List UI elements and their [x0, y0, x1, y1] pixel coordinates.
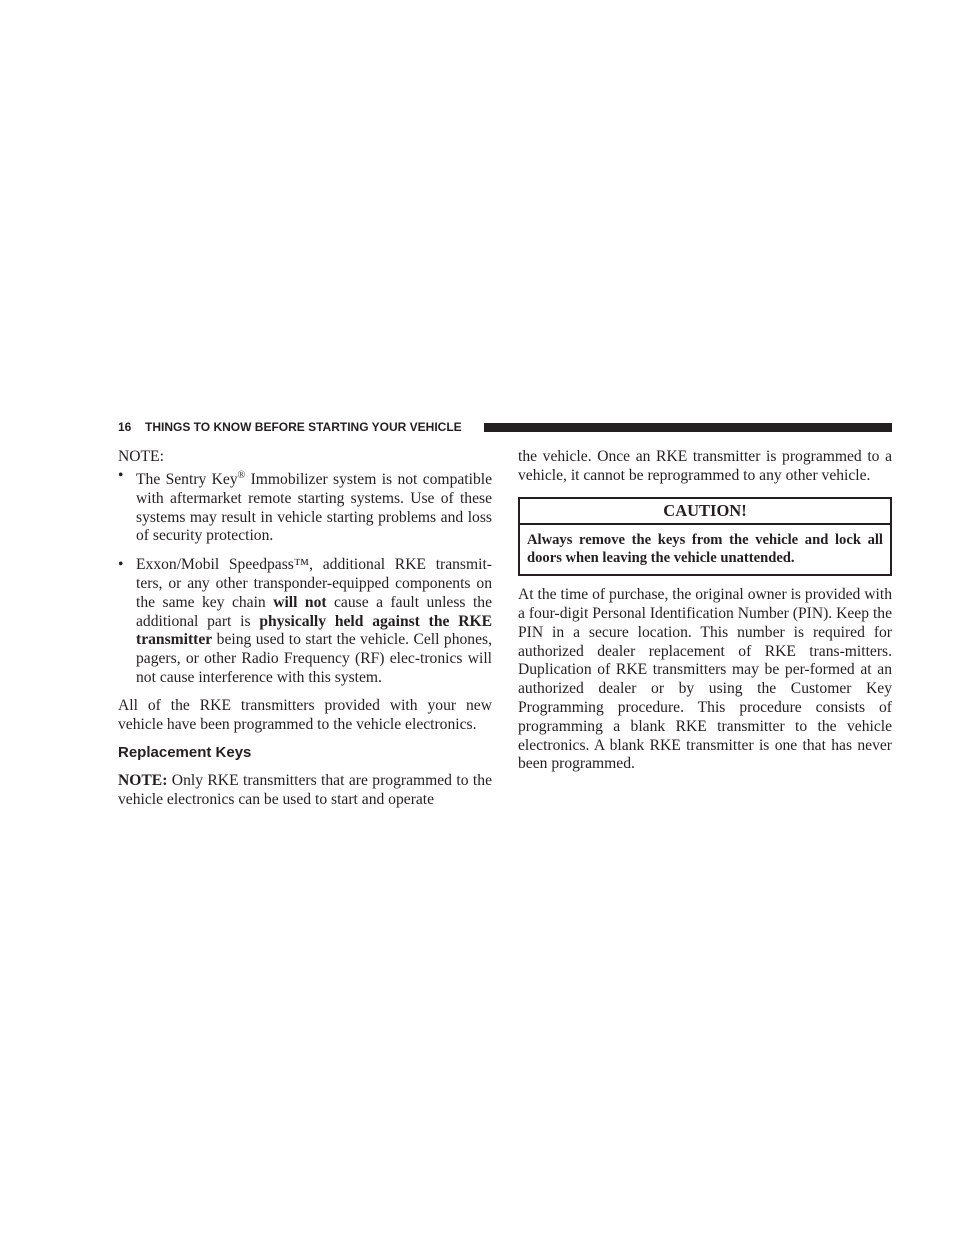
note2-text: Only RKE transmitters that are programmed to the vehicle electronics can be used to start and operate	[118, 772, 492, 808]
bullet1-text-b: Immobilizer system is not compatible with aftermarket remote starting systems. Use of these systems may result in vehicle starting problems and loss of security protection.	[136, 470, 492, 545]
caution-text: Always remove the keys from the vehicle and lock all doors when leaving the vehicle unattended.	[527, 531, 883, 567]
section-title: THINGS TO KNOW BEFORE STARTING YOUR VEHICLE	[145, 420, 462, 434]
list-item-speedpass	[118, 556, 492, 688]
page-number: 16	[118, 420, 132, 434]
header-rule	[484, 423, 892, 432]
bullet2-text-e: being used to start the vehicle. Cell phones, pagers, or other Radio Frequency (RF) elec-tronics will not cause interference with this system.	[136, 631, 492, 686]
note2-paragraph	[118, 772, 492, 810]
note-bullet-list	[118, 467, 492, 688]
bullet-icon: •	[118, 556, 124, 574]
left-column	[118, 448, 492, 810]
caution-box	[518, 497, 892, 577]
note-heading: NOTE:	[118, 448, 164, 465]
bullet2-bold-will-not: will not	[273, 593, 327, 611]
page-header	[118, 418, 892, 436]
list-item-sentry-key	[118, 467, 492, 546]
pin-paragraph: At the time of purchase, the original owner is provided with a four-digit Personal Identification Number (PIN). Keep the PIN in a secure location. This number is required for authorized dealer replacement of RKE trans-mitters. Duplication of RKE transmitters may be per-formed at an authorized dealer or by using the Customer Key Programming procedure. This procedure consists of programming a blank RKE transmitter to the vehicle electronics. A blank RKE transmitter is one that has never been programmed.	[518, 586, 892, 773]
bullet1-text-a: The Sentry Key	[136, 470, 238, 488]
bullet-icon: •	[118, 466, 124, 484]
note2-label: NOTE:	[118, 772, 168, 790]
bullet2-text-c: cause a fault unless the additional part is	[136, 593, 492, 630]
caution-title: CAUTION!	[520, 499, 890, 525]
bullet2-text-a: Exxon/Mobil Speedpass™, additional RKE transmit-ters, or any other transponder-equipped components on the same key chain	[136, 556, 492, 611]
right-column	[518, 448, 892, 774]
replacement-keys-heading: Replacement Keys	[118, 744, 252, 762]
continuation-paragraph: the vehicle. Once an RKE transmitter is programmed to a vehicle, it cannot be reprogrammed to any other vehicle.	[518, 448, 892, 484]
bullet2-bold-physically-held: physically held against the RKE transmitter	[136, 612, 493, 649]
registered-mark: ®	[237, 469, 246, 481]
transmitters-paragraph: All of the RKE transmitters provided with your new vehicle have been programmed to the vehicle electronics.	[118, 696, 492, 733]
